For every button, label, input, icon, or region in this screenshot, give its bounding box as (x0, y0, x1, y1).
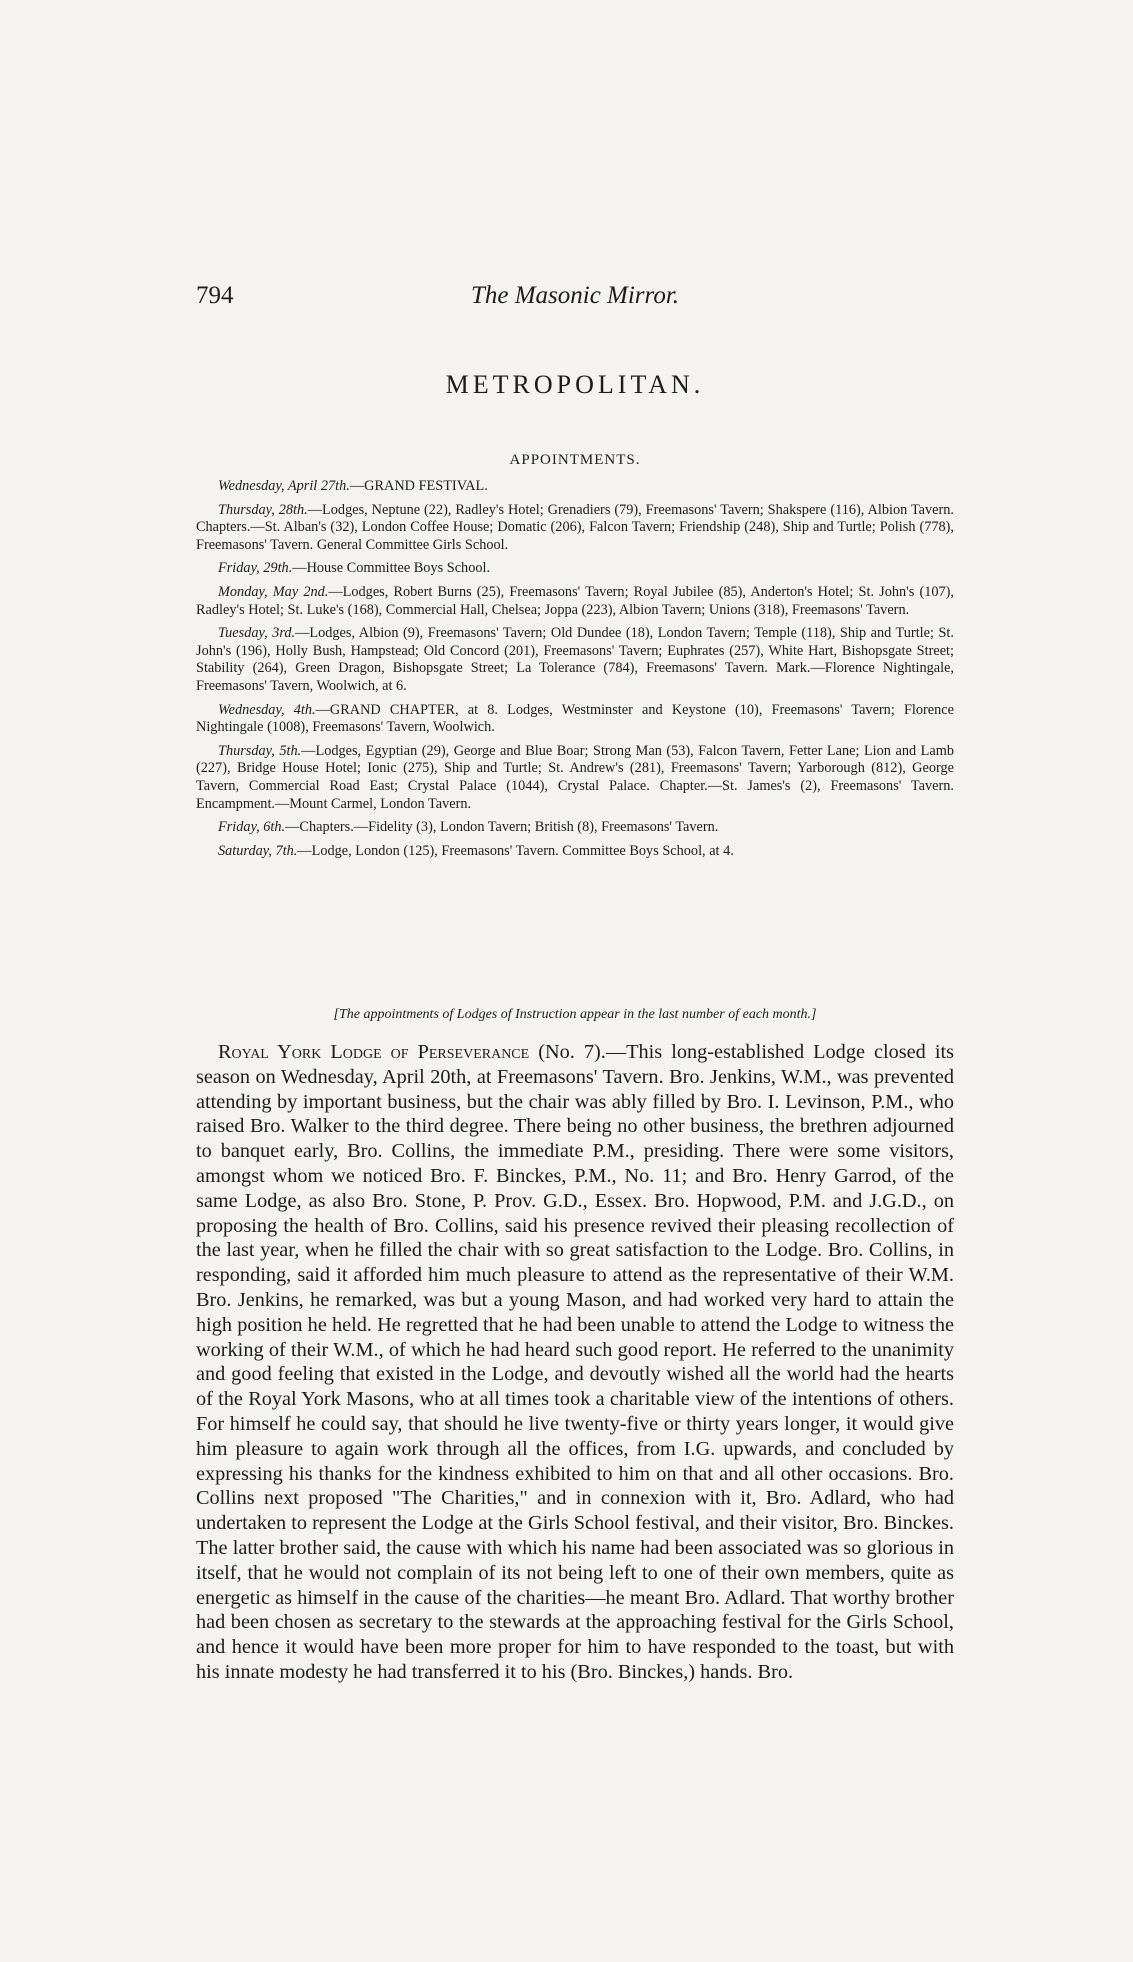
appointment-entry (196, 625, 954, 695)
appointment-text: —Chapters.—Fidelity (3), London Tavern; British (8), Freemasons' Tavern. (285, 819, 719, 836)
appointment-entry (196, 478, 954, 496)
appointment-entry (196, 702, 954, 737)
appointment-day: Wednesday, 4th. (218, 701, 316, 718)
section-title: METROPOLITAN. (445, 370, 705, 399)
appointment-day: Saturday, 7th. (218, 842, 298, 859)
appointment-day: Friday, 6th. (218, 819, 286, 836)
appointment-text: —Lodges, Albion (9), Freemasons' Tavern; Old Dundee (18), London Tavern; Temple (118), Ship and Turtle; St. John's (196), Holly Bush, Hampstead; Old Concord (201), Freemasons' Tavern; Euphrates (257), White Hart, Bishopsgate Street; Stability (264), Green Dragon, Bishopsgate Street; La Tolerance (784), Freemasons' Tavern. Mark.—Florence Nightingale, Freemasons' Tavern, Woolwich, at 6. (196, 625, 954, 694)
appointment-entry (196, 843, 954, 861)
appointment-text: —Lodge, London (125), Freemasons' Tavern. Committee Boys School, at 4. (297, 842, 734, 859)
appointment-entry (196, 743, 954, 813)
page-number: 794 (196, 282, 234, 309)
appointment-entry (196, 502, 954, 555)
appointment-text: —Lodges, Robert Burns (25), Freemasons' Tavern; Royal Jubilee (85), Anderton's Hotel; St. John's (107), Radley's Hotel; St. Luke's (168), Commercial Hall, Chelsea; Joppa (223), Albion Tavern; Unions (318), Freemasons' Tavern. (196, 583, 954, 618)
appointment-day: Tuesday, 3rd. (218, 625, 296, 642)
appointment-day: Thursday, 5th. (218, 742, 302, 759)
lodge-report (196, 1040, 954, 1685)
journal-title: The Masonic Mirror. (470, 282, 680, 309)
appointment-text: —GRAND CHAPTER, at 8. Lodges, Westminster and Keystone (10), Freemasons' Tavern; Florence Nightingale (1008), Freemasons' Tavern, Woolwich. (196, 701, 954, 736)
report-lead: Royal York Lodge of Perseverance (218, 1041, 530, 1063)
appointment-day: Friday, 29th. (218, 560, 293, 577)
appointment-text: —House Committee Boys School. (292, 560, 491, 577)
appointment-day: Wednesday, April 27th. (218, 478, 350, 494)
appointment-text: —Lodges, Egyptian (29), George and Blue Boar; Strong Man (53), Falcon Tavern, Fetter Lane; Lion and Lamb (227), Bridge House Hotel; Ionic (275), Ship and Turtle; St. Andrew's (281), Freemasons' Tavern; Yarborough (812), George Tavern, Commercial Road East; Crystal Palace (1044), Crystal Palace. Chapter.—St. James's (2), Freemasons' Tavern. Encampment.—Mount Carmel, London Tavern. (196, 742, 954, 812)
appointment-day: Monday, May 2nd. (218, 583, 329, 600)
appointments-heading: APPOINTMENTS. (509, 452, 641, 468)
appointment-text: —Lodges, Neptune (22), Radley's Hotel; Grenadiers (79), Freemasons' Tavern; Shakspere (116), Albion Tavern. Chapters.—St. Alban's (32), London Coffee House; Domatic (206), Falcon Tavern; Friendship (248), Ship and Turtle; Polish (778), Freemasons' Tavern. General Committee Girls School. (196, 501, 954, 553)
appointment-entry (196, 819, 954, 837)
report-body: (No. 7).—This long-established Lodge closed its season on Wednesday, April 20th, at Freemasons' Tavern. Bro. Jenkins, W.M., was prevented attending by important business, but the chair was ably filled by Bro. I. Levinson, P.M., who raised Bro. Walker to the third degree. There being no other business, the brethren adjourned to banquet early, Bro. Collins, the immediate P.M., presiding. There were some visitors, amongst whom we noticed Bro. F. Binckes, P.M., No. 11; and Bro. Henry Garrod, of the same Lodge, as also Bro. Stone, P. Prov. G.D., Essex. Bro. Hopwood, P.M. and J.G.D., on proposing the health of Bro. Collins, said his presence revived their pleasing recollection of the last year, when he filled the chair with so great satisfaction to the Lodge. Bro. Collins, in responding, said it afforded him much pleasure to attend as the representative of their W.M. Bro. Jenkins, he remarked, was but a young Mason, and had worked very hard to attain the high position he held. He regretted that he had been unable to attend the Lodge to witness the working of their W.M., of which he had heard such good report. He referred to the unanimity and good feeling that existed in the Lodge, and devoutly wished all the world had the hearts of the Royal York Masons, who at all times took a charitable view of the intentions of others. For himself he could say, that should he live twenty-five or thirty years longer, it would give him pleasure to again work through all the offices, from I.G. upwards, and concluded by expressing his thanks for the kindness exhibited to him on that and all other occasions. Bro. Collins next proposed "The Charities," and in connexion with it, Bro. Adlard, who had undertaken to represent the Lodge at the Girls School festival, and their visitor, Bro. Binckes. The latter brother said, the cause with which his name had been associated was so glorious in itself, that he would not complain of its not being left to one of their own members, quite as energetic as himself in the cause of the charities—he meant Bro. Adlard. That worthy brother had been chosen as secretary to the stewards at the approaching festival for the Girls School, and hence it would have been more proper for him to have responded to the toast, but with his innate modesty he had transferred it to his (Bro. Binckes,) hands. Bro. (196, 1041, 954, 1683)
instruction-note: [The appointments of Lodges of Instruction appear in the last number of each month.] (333, 1007, 817, 1022)
appointment-entry (196, 560, 954, 578)
running-head (196, 282, 954, 318)
appointments-list (196, 478, 954, 866)
appointment-text: —GRAND FESTIVAL. (349, 478, 488, 494)
appointment-day: Thursday, 28th. (218, 501, 308, 518)
appointment-entry (196, 584, 954, 619)
